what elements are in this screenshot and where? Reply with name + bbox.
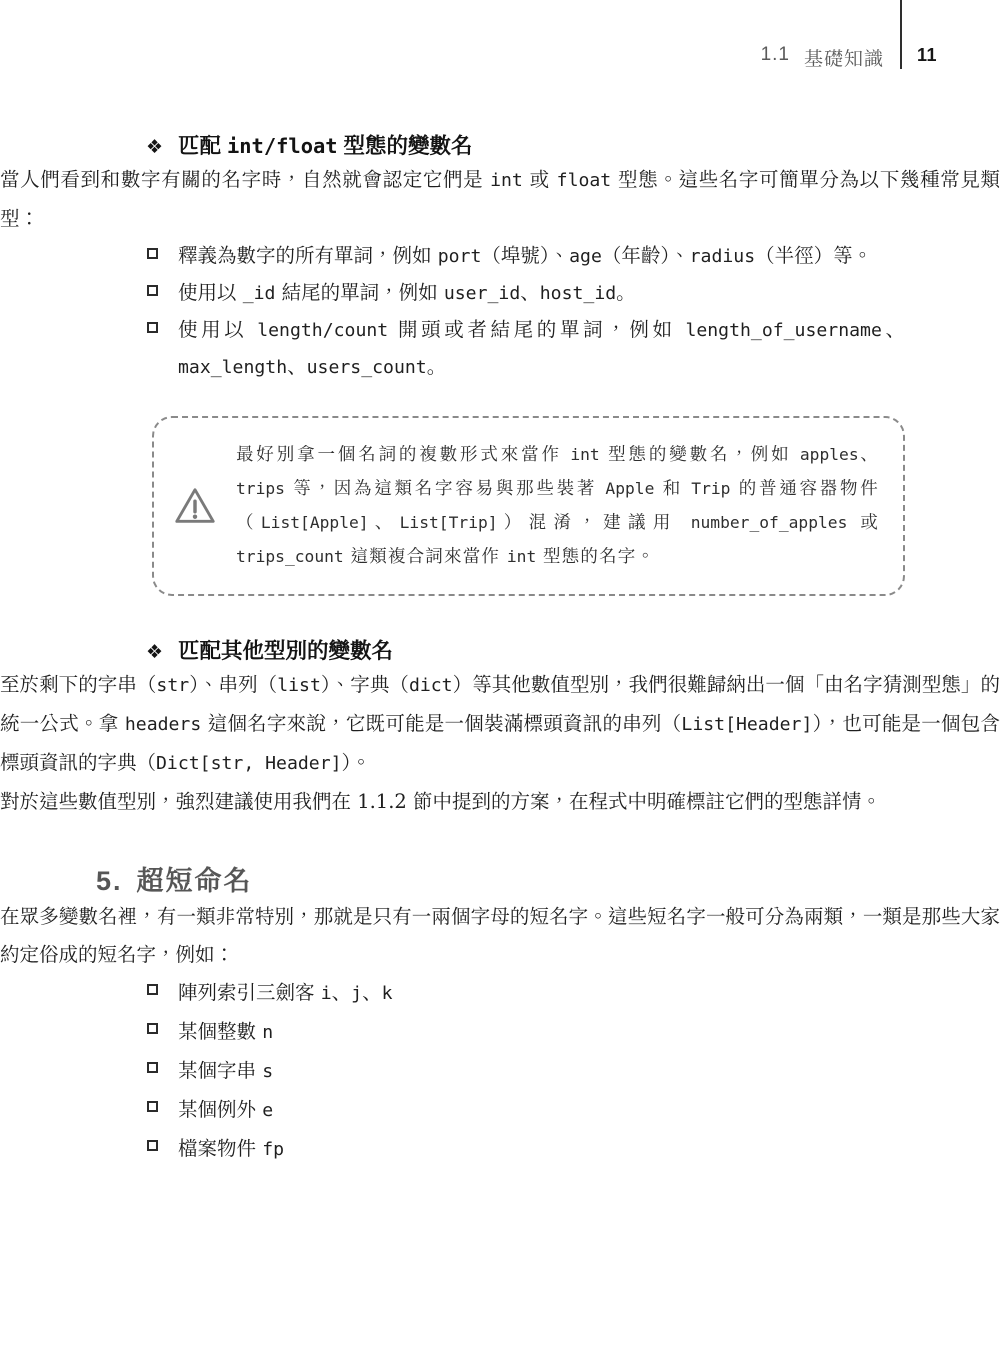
square-bullet-icon <box>147 322 158 333</box>
list-item <box>130 238 905 275</box>
list-item-text: 某個整數 n <box>178 1020 274 1043</box>
list-item <box>130 1052 905 1091</box>
page-number: 11 <box>917 45 938 65</box>
list-item <box>130 974 905 1013</box>
square-bullet-icon <box>147 1023 158 1034</box>
square-bullet-icon <box>147 285 158 296</box>
list-item-text: 陣列索引三劍客 i、j、k <box>178 981 393 1004</box>
list-item-text: 使用以 length/count 開頭或者結尾的單詞，例如 length_of_username、max_length、users_count。 <box>178 318 905 378</box>
list-item <box>130 275 905 312</box>
list-item <box>130 1013 905 1052</box>
short-name-list <box>0 974 1000 1169</box>
chapter-number: 1.1 <box>760 44 790 65</box>
list-item <box>130 1091 905 1130</box>
short-names-paragraph: 在眾多變數名裡，有一類非常特別，那就是只有一兩個字母的短名字。這些短名字一般可分為兩類，一類是那些大家約定俗成的短名字，例如： <box>0 905 1000 966</box>
list-item <box>130 1130 905 1169</box>
list-item <box>130 312 905 386</box>
list-item-text: 使用以 _id 結尾的單詞，例如 user_id、host_id。 <box>178 281 636 304</box>
square-bullet-icon <box>147 984 158 995</box>
warning-icon <box>154 483 236 529</box>
other-types-paragraph: 至於剩下的字串（str）、串列（list）、字典（dict）等其他數值型別，我們很難歸納出一個「由名字猜測型態」的統一公式。拿 headers 這個名字來說，它既可能是一個裝滿標頭資訊的串列（List[Header]），也可能是一個包含標頭資訊的字典（Dict[str, Header]）。 <box>0 673 1000 774</box>
section-title: 超短命名 <box>136 866 253 896</box>
square-bullet-icon <box>147 1101 158 1112</box>
square-bullet-icon <box>147 1140 158 1151</box>
intro-paragraph: 當人們看到和數字有關的名字時，自然就會認定它們是 int 或 float 型態。這些名字可簡單分為以下幾種常見類型： <box>0 168 1000 230</box>
section-number: 5. <box>96 866 123 896</box>
heading-text: 匹配其他型別的變數名 <box>178 639 394 663</box>
numeric-name-list <box>0 238 1000 386</box>
list-item-text: 檔案物件 fp <box>178 1137 285 1160</box>
recommendation-paragraph: 對於這些數值型別，強烈建議使用我們在 1.1.2 節中提到的方案，在程式中明確標註它們的型態詳情。 <box>0 790 882 813</box>
warning-text: 最好別拿一個名詞的複數形式來當作 int 型態的變數名，例如 apples、trips 等，因為這類名字容易與那些裝著 Apple 和 Trip 的普通容器物件（List[Apple]、List[Trip]）混淆，建議用 number_of_apples 或 trips_count 這類複合詞來當作 int 型態的名字。 <box>236 445 880 567</box>
chapter-title: 基礎知識 <box>803 49 884 70</box>
list-item-text: 某個字串 s <box>178 1059 274 1082</box>
list-item-text: 某個例外 e <box>178 1098 274 1121</box>
square-bullet-icon <box>147 1062 158 1073</box>
heading-text: 匹配 int/float 型態的變數名 <box>178 134 473 158</box>
warning-admonition <box>152 416 905 596</box>
section-heading-short-naming <box>96 859 905 898</box>
square-bullet-icon <box>147 248 158 259</box>
diamond-bullet-icon: ❖ <box>146 136 164 158</box>
heading-int-float-names <box>130 131 905 161</box>
heading-other-type-names <box>130 636 905 666</box>
diamond-bullet-icon: ❖ <box>146 641 164 663</box>
list-item-text: 釋義為數字的所有單詞，例如 port（埠號）、age（年齡）、radius（半徑）等。 <box>178 244 873 267</box>
